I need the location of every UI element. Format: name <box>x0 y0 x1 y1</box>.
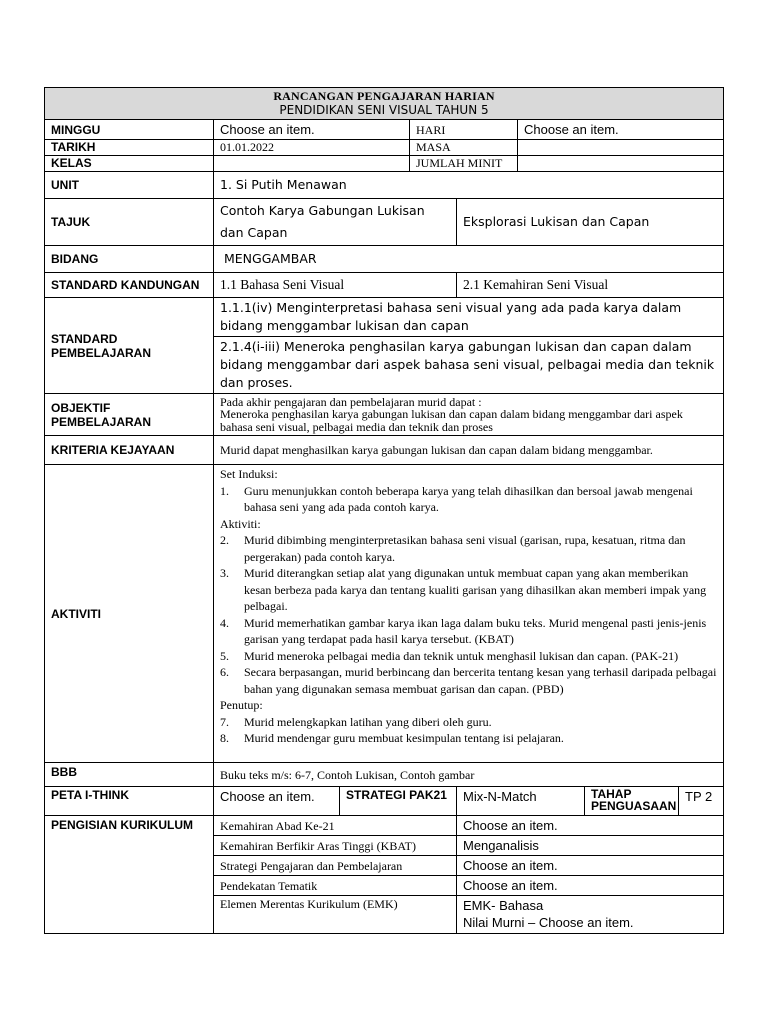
kurikulum-item-name: Kemahiran Berfikir Aras Tinggi (KBAT) <box>214 836 457 856</box>
tarikh-field[interactable]: 01.01.2022 <box>214 140 410 156</box>
standard-pembelajaran-value-1[interactable]: 1.1.1(iv) Menginterpretasi bahasa seni visual yang ada pada karya dalam bidang menggambar lukisan dan capan <box>214 298 724 337</box>
standard-kandungan-value-1[interactable]: 1.1 Bahasa Seni Visual <box>214 273 457 298</box>
jumlah-minit-field[interactable] <box>518 156 724 172</box>
standard-kandungan-value-2[interactable]: 2.1 Kemahiran Seni Visual <box>457 273 724 298</box>
bbb-value[interactable]: Buku teks m/s: 6-7, Contoh Lukisan, Contoh gambar <box>214 763 724 787</box>
aktiviti-item: 8. Murid mendengar guru membuat kesimpulan tentang isi pelajaran. <box>220 731 564 745</box>
document-header <box>45 88 724 120</box>
aktiviti-item: 1. Guru menunjukkan contoh beberapa karya yang telah dihasilkan dan bersoal jawab mengenai bahasa seni yang ada pada contoh karya. <box>220 483 693 514</box>
set-induksi-heading: Set Induksi: <box>220 467 278 481</box>
aktiviti-list-main <box>220 532 717 697</box>
kurikulum-item-dropdown[interactable]: Menganalisis <box>457 836 724 856</box>
tahap-penguasaan-value[interactable]: TP 2 <box>679 787 724 816</box>
objektif-label: OBJEKTIF PEMBELAJARAN <box>45 394 214 436</box>
aktiviti-item: 3. Murid diterangkan setiap alat yang digunakan untuk membuat capan yang akan memberikan kesan berbeza pada karya dan tentang kualiti garisan yang dihasilkan akan memberi impak yang pelbagai. <box>220 566 707 613</box>
peta-ithink-dropdown[interactable]: Choose an item. <box>214 787 340 816</box>
kurikulum-item-name: Strategi Pengajaran dan Pembelajaran <box>214 856 457 876</box>
standard-kandungan-label: STANDARD KANDUNGAN <box>45 273 214 298</box>
hari-label: HARI <box>410 120 518 140</box>
kurikulum-item-dropdown[interactable]: Choose an item. <box>457 876 724 896</box>
rph-table <box>44 87 724 934</box>
aktiviti-item: 4. Murid memerhatikan gambar karya ikan laga dalam buku teks. Murid mengenal pasti jenis-jenis garisan yang terdapat pada hasil karya tersebut. (KBAT) <box>220 615 707 646</box>
bidang-label: BIDANG <box>45 246 214 273</box>
objektif-value[interactable]: Meneroka penghasilan karya gabungan lukisan dan capan dalam bidang menggambar dari aspek bahasa seni visual, pelbagai media dan teknik dan proses <box>220 407 683 434</box>
kurikulum-item-name: Pendekatan Tematik <box>214 876 457 896</box>
kriteria-value[interactable]: Murid dapat menghasilkan karya gabungan lukisan dan capan dalam bidang menggambar. <box>214 436 724 465</box>
aktiviti-label: AKTIVITI <box>45 465 214 763</box>
objektif-cell <box>214 394 724 436</box>
aktiviti-cell[interactable] <box>214 465 724 763</box>
pengisian-kurikulum-label: PENGISIAN KURIKULUM <box>45 816 214 934</box>
kurikulum-item-dropdown[interactable]: Choose an item. <box>457 856 724 876</box>
tahap-penguasaan-label: TAHAP PENGUASAAN <box>585 787 679 816</box>
strategi-pak21-label: STRATEGI PAK21 <box>340 787 457 816</box>
strategi-pak21-value[interactable]: Mix-N-Match <box>457 787 585 816</box>
aktiviti-item: 2. Murid dibimbing menginterpretasikan bahasa seni visual (garisan, rupa, kesatuan, ritma dan pergerakan) pada contoh karya. <box>220 533 686 564</box>
kelas-field[interactable] <box>214 156 410 172</box>
masa-label: MASA <box>410 140 518 156</box>
kriteria-label: KRITERIA KEJAYAAN <box>45 436 214 465</box>
minggu-label: MINGGU <box>45 120 214 140</box>
document-subtitle: PENDIDIKAN SENI VISUAL TAHUN 5 <box>279 103 489 117</box>
kurikulum-emk-cell <box>457 896 724 934</box>
tarikh-label: TARIKH <box>45 140 214 156</box>
objektif-intro: Pada akhir pengajaran dan pembelajaran murid dapat : <box>220 394 482 409</box>
unit-value[interactable]: 1. Si Putih Menawan <box>214 172 724 199</box>
kurikulum-item-dropdown[interactable]: Choose an item. <box>457 816 724 836</box>
minggu-dropdown[interactable]: Choose an item. <box>214 120 410 140</box>
jumlah-minit-label: JUMLAH MINIT <box>410 156 518 172</box>
aktiviti-item: 7. Murid melengkapkan latihan yang diberi oleh guru. <box>220 714 492 729</box>
unit-label: UNIT <box>45 172 214 199</box>
bbb-label: BBB <box>45 763 214 787</box>
peta-ithink-label: PETA I-THINK <box>45 787 214 816</box>
tajuk-value-1[interactable]: Contoh Karya Gabungan Lukisan dan Capan <box>214 199 457 246</box>
nilai-murni-dropdown[interactable]: Nilai Murni – Choose an item. <box>463 915 634 930</box>
penutup-heading: Penutup: <box>220 698 263 712</box>
aktiviti-list-penutup <box>220 714 717 747</box>
kelas-label: KELAS <box>45 156 214 172</box>
masa-field[interactable] <box>518 140 724 156</box>
hari-dropdown[interactable]: Choose an item. <box>518 120 724 140</box>
emk-value[interactable]: EMK- Bahasa <box>463 898 544 913</box>
aktiviti-list-induksi <box>220 483 717 516</box>
document-title: RANCANGAN PENGAJARAN HARIAN <box>273 89 495 103</box>
bidang-value[interactable]: MENGGAMBAR <box>214 246 724 273</box>
tajuk-value-2[interactable]: Eksplorasi Lukisan dan Capan <box>457 199 724 246</box>
standard-pembelajaran-label: STANDARD PEMBELAJARAN <box>45 298 214 394</box>
aktiviti-item: 6. Secara berpasangan, murid berbincang dan bercerita tentang kesan yang terhasil daripada pelbagai bahan yang digunakan semasa membuat garisan dan capan. (PBD) <box>220 665 717 696</box>
standard-pembelajaran-value-2[interactable]: 2.1.4(i-iii) Meneroka penghasilan karya gabungan lukisan dan capan dalam bidang menggambar dari aspek bahasa seni visual, pelbagai media dan teknik dan proses. <box>214 337 724 394</box>
kurikulum-item-name: Kemahiran Abad Ke-21 <box>214 816 457 836</box>
rph-document <box>44 87 723 934</box>
tajuk-label: TAJUK <box>45 199 214 246</box>
aktiviti-heading: Aktiviti: <box>220 516 261 531</box>
aktiviti-item: 5. Murid meneroka pelbagai media dan teknik untuk menghasil lukisan dan capan. (PAK-21) <box>220 648 679 663</box>
kurikulum-item-name: Elemen Merentas Kurikulum (EMK) <box>214 896 457 934</box>
